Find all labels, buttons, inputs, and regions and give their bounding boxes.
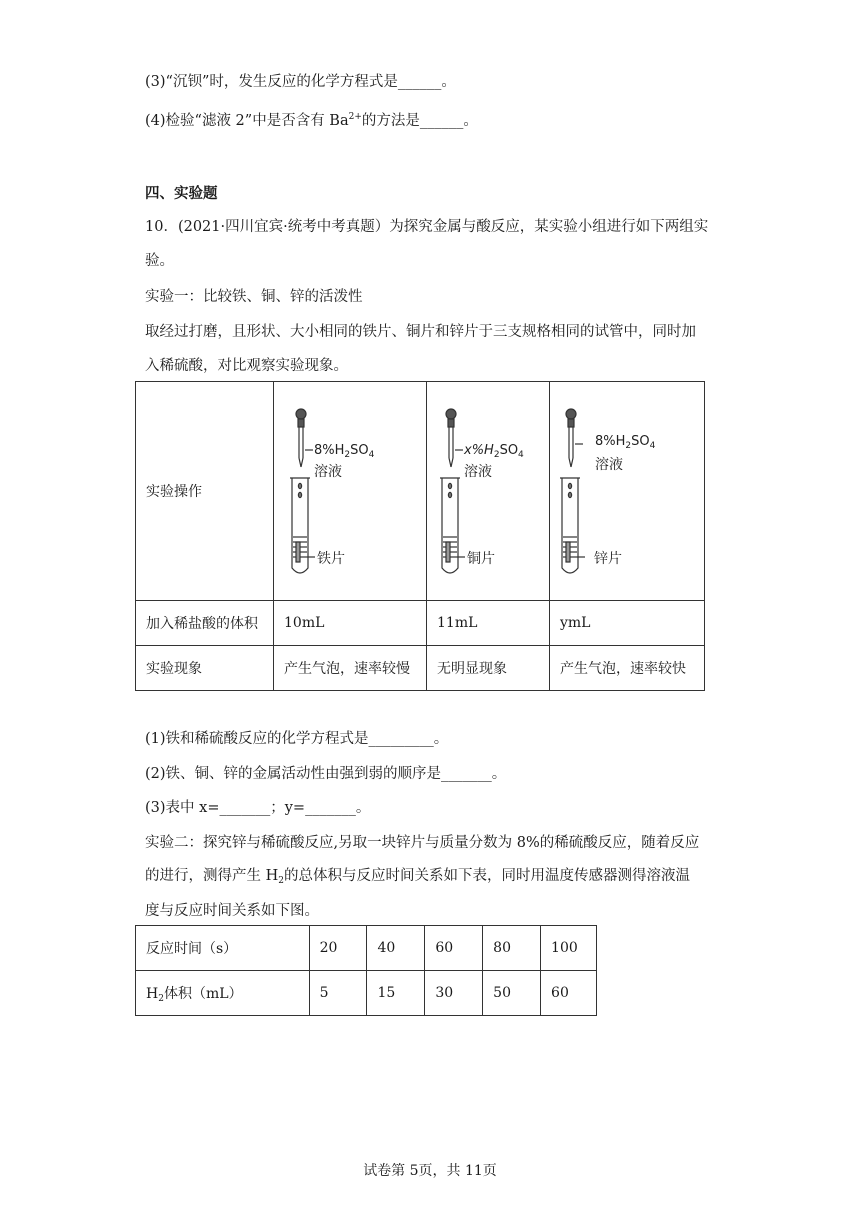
row-label: $H_2$体积（mL） bbox=[136, 971, 310, 1016]
q9-item3: (3)“沉钡”时，发生反应的化学方程式是______。 bbox=[145, 74, 456, 90]
svg-text:8%H2SO4: $8\%H_2SO_4$ bbox=[314, 443, 375, 460]
q10-item2: (2)铁、铜、锌的金属活动性由强到弱的顺序是_______。 bbox=[145, 766, 507, 782]
table-cell: 无明显现象 bbox=[427, 646, 550, 691]
svg-text:溶液: 溶液 bbox=[595, 457, 623, 473]
page-footer: 试卷第 5页，共 11页 bbox=[363, 1163, 497, 1179]
table-row bbox=[136, 382, 705, 601]
answer-blank[interactable]: ______ bbox=[397, 74, 442, 90]
table-cell: 40 bbox=[367, 926, 425, 971]
table-cell: 60 bbox=[541, 971, 597, 1016]
test-tube-dropper-copper-icon bbox=[427, 382, 549, 596]
table-cell: 100 bbox=[541, 926, 597, 971]
svg-text:溶液: 溶液 bbox=[314, 464, 342, 480]
exp1-title: 实验一：比较铁、铜、锌的活泼性 bbox=[145, 289, 363, 305]
svg-text:8%H2SO4: $8\%H_2SO_4$ bbox=[595, 434, 656, 451]
table-cell: 50 bbox=[483, 971, 541, 1016]
row-label: 反应时间（s） bbox=[136, 926, 310, 971]
q10-stem-line2: 验。 bbox=[145, 253, 174, 269]
row-label: 实验操作 bbox=[136, 382, 274, 601]
svg-text:铁片: 铁片 bbox=[317, 551, 345, 567]
apparatus-cell-copper bbox=[427, 382, 550, 601]
table-cell: 5 bbox=[309, 971, 367, 1016]
svg-text:溶液: 溶液 bbox=[464, 464, 492, 480]
exp2-line1: 实验二：探究锌与稀硫酸反应,另取一块锌片与质量分数为 8%的稀硫酸反应，随着反应 bbox=[145, 835, 700, 851]
exp2-line2: 的进行，测得产生 $H_2$的总体积与反应时间关系如下表，同时用温度传感器测得溶液温 bbox=[145, 868, 690, 886]
row-label: 实验现象 bbox=[136, 646, 274, 691]
table-cell: 20 bbox=[309, 926, 367, 971]
apparatus-cell-iron bbox=[274, 382, 427, 601]
table-row bbox=[136, 971, 597, 1016]
table-cell: ymL bbox=[550, 601, 705, 646]
apparatus-cell-zinc bbox=[550, 382, 705, 601]
svg-text:锌片: 锌片 bbox=[594, 551, 622, 567]
row-label: 加入稀盐酸的体积 bbox=[136, 601, 274, 646]
test-tube-dropper-iron-icon bbox=[274, 382, 426, 596]
table-row bbox=[136, 926, 597, 971]
answer-blank[interactable]: ______ bbox=[419, 113, 464, 129]
q10-stem-line1: 10．(2021·四川宜宾·统考中考真题）为探究金属与酸反应，某实验小组进行如下两组实 bbox=[145, 219, 709, 235]
table-cell: 80 bbox=[483, 926, 541, 971]
section-heading: 四、实验题 bbox=[145, 186, 218, 202]
q9-item4: (4)检验“滤液 2”中是否含有 $Ba^{2+}$的方法是______。 bbox=[145, 112, 478, 129]
svg-text:铜片: 铜片 bbox=[467, 551, 495, 567]
experiment-table bbox=[135, 381, 705, 691]
exp1-desc-line2: 入稀硫酸，对比观察实验现象。 bbox=[145, 358, 348, 374]
table-cell: 60 bbox=[425, 926, 483, 971]
table-cell: 产生气泡，速率较快 bbox=[550, 646, 705, 691]
test-tube-dropper-zinc-icon bbox=[550, 382, 704, 596]
table-cell: 产生气泡，速率较慢 bbox=[274, 646, 427, 691]
table-cell: 11mL bbox=[427, 601, 550, 646]
table-row bbox=[136, 601, 705, 646]
table-row bbox=[136, 646, 705, 691]
svg-text:x%H2SO4: $x\%H_2SO_4$ bbox=[464, 443, 524, 460]
exp2-line3: 度与反应时间关系如下图。 bbox=[145, 903, 319, 919]
table-cell: 15 bbox=[367, 971, 425, 1016]
table-cell: 10mL bbox=[274, 601, 427, 646]
q10-item3: (3)表中 x=_______；y=_______。 bbox=[145, 800, 371, 816]
exp1-desc-line1: 取经过打磨，且形状、大小相同的铁片、铜片和锌片于三支规格相同的试管中，同时加 bbox=[145, 324, 696, 340]
table-cell: 30 bbox=[425, 971, 483, 1016]
q10-item1: (1)铁和稀硫酸反应的化学方程式是_________。 bbox=[145, 731, 449, 747]
volume-time-table bbox=[135, 925, 597, 1016]
